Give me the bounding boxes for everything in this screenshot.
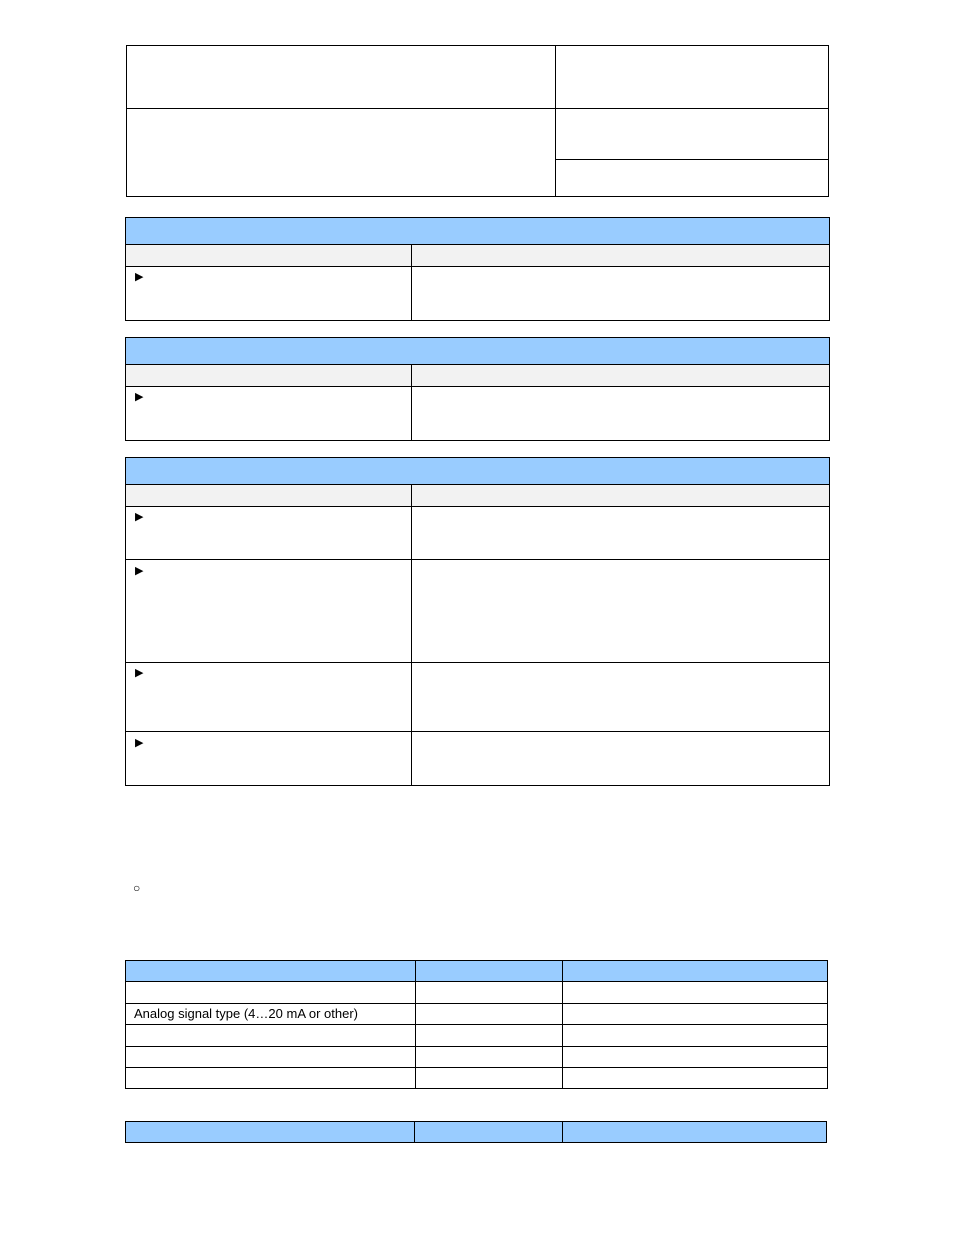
row-divider — [125, 559, 830, 560]
table-body-outline — [125, 506, 830, 786]
row-divider — [125, 1003, 828, 1004]
column-divider — [411, 364, 412, 441]
signal-type-label: Analog signal type (4…20 mA or other) — [134, 1006, 359, 1021]
row-divider — [125, 662, 830, 663]
second-table-header-row — [125, 1121, 827, 1143]
section-column-header — [125, 484, 830, 507]
row-marker-icon: ▶ — [135, 271, 144, 283]
section-title-bar — [125, 217, 830, 245]
section-column-header — [125, 244, 830, 267]
signal-table-header-row — [125, 960, 828, 982]
signal-table-body-outline — [125, 981, 828, 1089]
row-marker-icon: ▶ — [135, 667, 144, 679]
row-marker-icon: ▶ — [135, 391, 144, 403]
row-marker-icon: ▶ — [135, 565, 144, 577]
column-divider — [562, 1121, 563, 1143]
table-row — [125, 266, 830, 321]
table-row — [125, 386, 830, 441]
column-divider — [411, 244, 412, 321]
column-divider — [411, 484, 412, 786]
header-box-outline — [126, 45, 829, 197]
row-marker-icon: ▶ — [135, 511, 144, 523]
column-divider — [414, 1121, 415, 1143]
row-marker-icon: ▶ — [135, 737, 144, 749]
section-title-bar — [125, 337, 830, 365]
row-divider — [125, 1046, 828, 1047]
row-divider — [125, 1024, 828, 1025]
header-box-vdivider — [555, 45, 556, 197]
header-box-right-hdivider — [555, 159, 829, 160]
header-box-hdivider — [126, 108, 829, 109]
list-bullet-icon: ○ — [133, 881, 141, 895]
section-column-header — [125, 364, 830, 387]
section-title-bar — [125, 457, 830, 485]
row-divider — [125, 1067, 828, 1068]
row-divider — [125, 731, 830, 732]
